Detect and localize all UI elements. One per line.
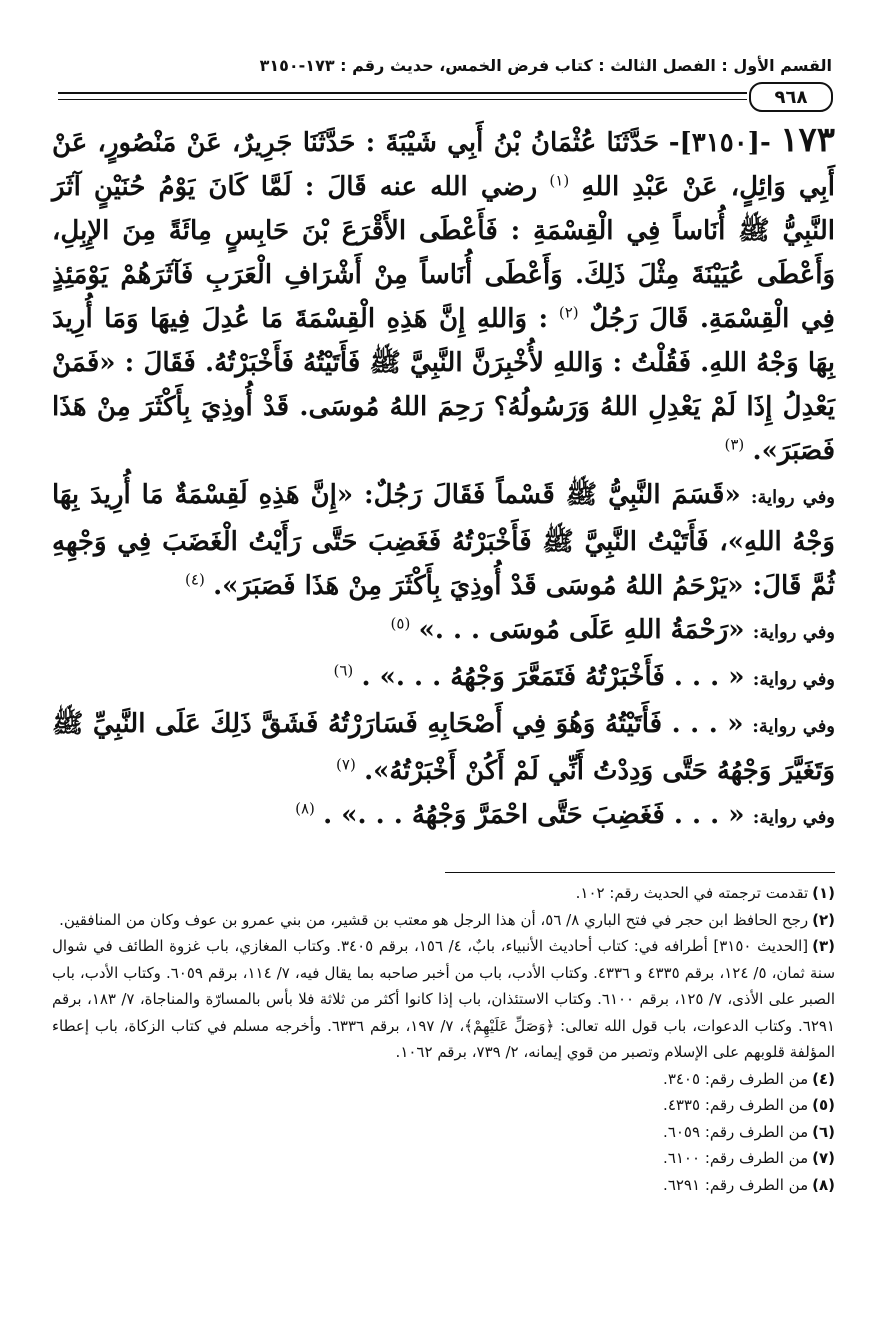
- footnote-5: [52, 1092, 835, 1119]
- footnote-2: [52, 907, 835, 934]
- narration-1: [52, 473, 835, 608]
- narration-label: وفي رواية:: [752, 716, 835, 737]
- running-header: القسم الأول : الفصل الثالث : كتاب فرض الخمس، حديث رقم : ١٧٣-٣١٥٠: [259, 56, 832, 75]
- footnote-number: (٢): [812, 910, 835, 929]
- footnote-ref-3[interactable]: (٣): [724, 435, 745, 454]
- footnote-ref-6[interactable]: (٦): [333, 661, 354, 680]
- narration-4: [52, 702, 835, 793]
- footnote-number: (١): [812, 884, 835, 902]
- narration-label: وفي رواية:: [752, 622, 835, 643]
- narration-text: « . . . فَأَخْبَرْتُهُ فَتَمَعَّرَ وَجْهُهُ . . .» .: [361, 662, 745, 692]
- footnote-number: (٦): [812, 1122, 835, 1141]
- footnotes: [52, 880, 835, 1198]
- narration-2: [52, 608, 835, 655]
- hadith-number: ١٧٣: [780, 120, 836, 160]
- footnote-6: [52, 1119, 835, 1146]
- footnote-8: [52, 1172, 835, 1199]
- footnote-ref-2[interactable]: (٢): [558, 303, 579, 322]
- footnote-text: [الحديث ٣١٥٠] أطرافه في: كتاب أحاديث الأنبياء، بابٌ، ٤/ ١٥٦، برقم ٣٤٠٥. وكتاب المغازي، باب غزوة الطائف في شوال سنة ثمان، ٥/ ١٢٤، برقم ٤٣٣٥ و ٤٣٣٦. وكتاب الأدب، باب من أخبر صاحبه بما يقال فيه، ٧/ ١١٤، برقم ٦٠٥٩. وكتاب الأدب، باب الصبر على الأذى، ٧/ ١٢٥، برقم ٦١٠٠. وكتاب الاستئذان، باب إذا كانوا أكثر من ثلاثة فلا بأس بالمسارّة والمناجاة، ٧/ ١٨٣، برقم ٦٢٩١. وكتاب الدعوات، باب قول الله تعالى: ﴿وَصَلِّ عَلَيْهِمْ﴾، ٧/ ١٩٧، برقم ٦٣٣٦. وأخرجه مسلم في كتاب الزكاة، باب إعطاء المؤلفة قلوبهم على الإسلام وتصبر من قوي إيمانه، ٢/ ٧٣٩، برقم ١٠٦٢.: [52, 937, 836, 1061]
- footnote-ref-1[interactable]: (١): [549, 171, 570, 190]
- hadith-isnad: حَدَّثَنَا عُثْمَانُ بْنُ أَبِي شَيْبَةَ : حَدَّثَنَا جَرِيرٌ، عَنْ مَنْصُورٍ، عَنْ أَبِي وَائِلٍ، عَنْ عَبْدِ اللهِ: [52, 128, 835, 202]
- narration-5: [52, 793, 835, 840]
- footnote-number: (٥): [812, 1096, 835, 1114]
- narration-text: « . . . فَأَتَيْتُهُ وَهُوَ فِي أَصْحَابِهِ فَسَارَرْتُهُ فَشَقَّ ذَلِكَ عَلَى النَّبِيِّ ﷺ وَتَغَيَّرَ وَجْهُهُ حَتَّى وَدِدْتُ أَنِّي لَمْ أَكُنْ أَخْبَرْتُهُ».: [52, 709, 835, 786]
- header-rule-thin: [58, 99, 747, 100]
- footnote-number: (٣): [812, 937, 835, 955]
- footnote-1: [52, 880, 835, 907]
- footnote-number: (٧): [812, 1149, 835, 1167]
- footnote-3: [52, 933, 835, 1066]
- narration-3: [52, 655, 835, 702]
- footnote-number: (٤): [812, 1069, 835, 1088]
- footnote-ref-7[interactable]: (٧): [336, 755, 356, 774]
- narration-text: «قَسَمَ النَّبِيُّ ﷺ قَسْماً فَقَالَ رَجُلٌ: «إِنَّ هَذِهِ لَقِسْمَةٌ مَا أُرِيدَ بِهَا وَجْهُ اللهِ»، فَأَتَيْتُ النَّبِيَّ ﷺ فَأَخْبَرْتُهُ فَغَضِبَ حَتَّى رَأَيْتُ الْغَضَبَ فِي وَجْهِهِ ثُمَّ قَالَ: «يَرْحَمُ اللهُ مُوسَى قَدْ أُوذِيَ بِأَكْثَرَ مِنْ هَذَا فَصَبَرَ».: [52, 480, 835, 601]
- narration-label: وفي رواية:: [750, 487, 835, 508]
- footnote-separator: [445, 872, 835, 873]
- footnote-ref-5[interactable]: (٥): [390, 614, 411, 633]
- narration-text: « . . . فَغَضِبَ حَتَّى احْمَرَّ وَجْهُهُ . . .» .: [323, 800, 745, 830]
- footnote-text: رجح الحافظ ابن حجر في فتح الباري ٨/ ٥٦، أن هذا الرجل هو معتب بن قشير، من بني عمرو بن عوف وكان من المنافقين.: [59, 910, 809, 929]
- footnote-text: من الطرف رقم: ٦١٠٠.: [663, 1149, 809, 1167]
- footnote-text: تقدمت ترجمته في الحديث رقم: ١٠٢.: [575, 884, 809, 902]
- narration-label: وفي رواية:: [752, 669, 835, 690]
- hadith-body: [52, 118, 835, 840]
- footnote-7: [52, 1145, 835, 1172]
- footnote-text: من الطرف رقم: ٦٠٥٩.: [663, 1122, 809, 1141]
- hadith-matn-part1: رضي الله عنه قَالَ : لَمَّا كَانَ يَوْمُ حُنَيْنٍ آثَرَ النَّبِيُّ ﷺ أُنَاساً فِي الْقِسْمَةِ : فَأَعْطَى الأَقْرَعَ بْنَ حَابِسٍ مِائَةً مِنَ الإِبِلِ، وَأَعْطَى عُيَيْنَةَ مِثْلَ ذَلِكَ. وَأَعْطَى أُنَاساً مِنْ أَشْرَافِ الْعَرَبِ فَآثَرَهُمْ يَوْمَئِذٍ فِي الْقِسْمَةِ. قَالَ رَجُلٌ: [52, 172, 835, 334]
- footnote-4: [52, 1066, 835, 1093]
- footnote-ref-8[interactable]: (٨): [295, 799, 315, 818]
- footnote-text: من الطرف رقم: ٣٤٠٥.: [663, 1069, 809, 1088]
- hadith-bracket-number: -[٣١٥٠]-: [668, 128, 771, 158]
- hadith-main-paragraph: [52, 118, 835, 473]
- footnote-text: من الطرف رقم: ٤٣٣٥.: [663, 1096, 809, 1114]
- footnote-text: من الطرف رقم: ٦٢٩١.: [663, 1175, 809, 1194]
- footnote-ref-4[interactable]: (٤): [185, 570, 205, 589]
- footnote-number: (٨): [812, 1175, 835, 1194]
- narration-text: «رَحْمَةُ اللهِ عَلَى مُوسَى . . .»: [418, 615, 745, 645]
- hadith-matn-part2: : وَاللهِ إِنَّ هَذِهِ الْقِسْمَةَ مَا عُدِلَ فِيهَا وَمَا أُرِيدَ بِهَا وَجْهُ اللهِ. فَقُلْتُ : وَاللهِ لأُخْبِرَنَّ النَّبِيَّ ﷺ فَأَتَيْتُهُ فَأَخْبَرْتُهُ. فَقَالَ : «فَمَنْ يَعْدِلُ إِذَا لَمْ يَعْدِلِ اللهُ وَرَسُولُهُ؟ رَحِمَ اللهُ مُوسَى. قَدْ أُوذِيَ بِأَكْثَرَ مِنْ هَذَا فَصَبَرَ».: [52, 304, 835, 466]
- header-rule-thick: [58, 92, 747, 94]
- page-number: ٩٦٨: [774, 86, 808, 108]
- narration-label: وفي رواية:: [752, 807, 835, 828]
- page-number-badge: [749, 82, 833, 112]
